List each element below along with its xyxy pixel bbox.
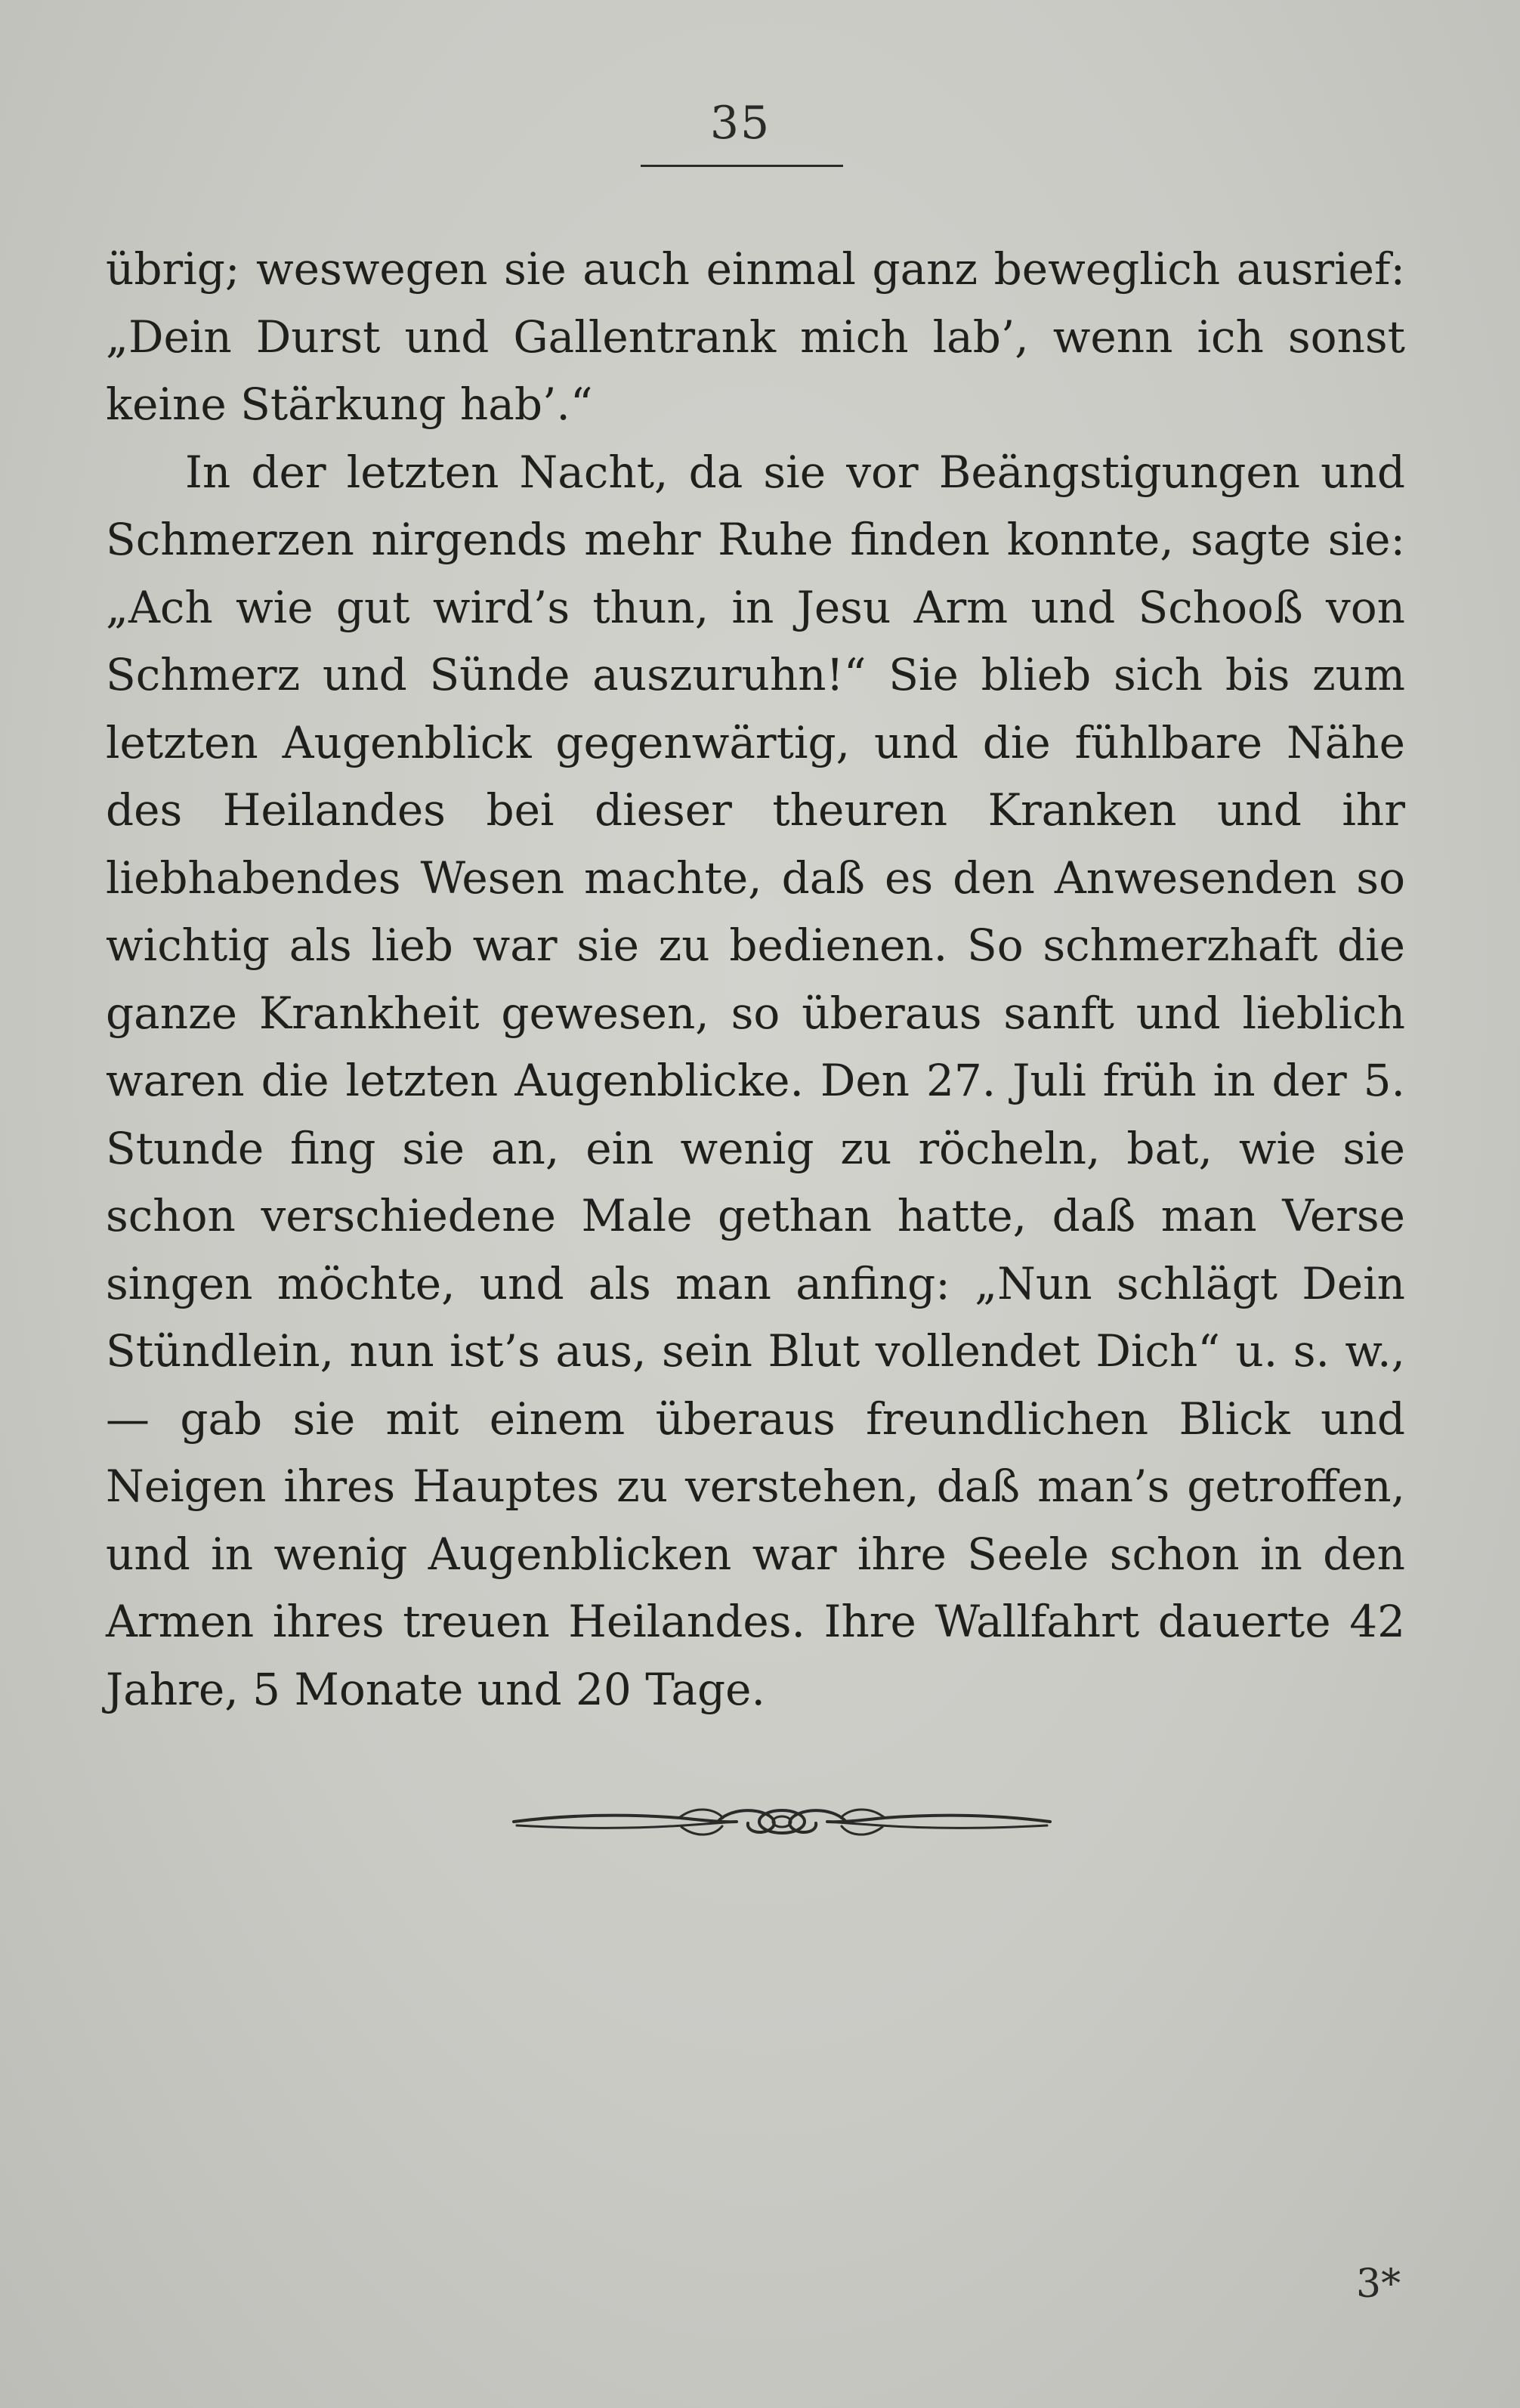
page-body (106, 236, 1405, 1723)
decorative-divider-icon (506, 1797, 1058, 1847)
paragraph-continuation: übrig; weswegen sie auch einmal ganz beweglich ausrief: „Dein Durst und Gallentrank mich lab’, wenn ich sonst keine Stärkung hab’.“ (106, 243, 1405, 430)
printer-signature-mark: 3* (1356, 2261, 1401, 2307)
page-number: 35 (709, 97, 771, 150)
header-rule (641, 165, 843, 167)
paragraph-final-night: In der letzten Nacht, da sie vor Beängstigungen und Schmerzen nirgends mehr Ruhe finden konnte, sagte sie: „Ach wie gut wird’s thun, in Jesu Arm und Schooß von Schmerz und Sünde auszuruhn!“ Sie blieb sich bis zum letzten Augenblick gegenwärtig, und die fühlbare Nähe des Heilandes bei dieser theuren Kranken und ihr liebhabendes Wesen machte, daß es den Anwesenden so wichtig als lieb war sie zu bedienen. So schmerzhaft die ganze Krankheit gewesen, so überaus sanft und lieblich waren die letzten Augenblicke. Den 27. Juli früh in der 5. Stunde fing sie an, ein wenig zu röcheln, bat, wie sie schon verschiedene Male gethan hatte, daß man Verse singen möchte, und als man anfing: „Nun schlägt Dein Stündlein, nun ist’s aus, sein Blut vollendet Dich“ u. s. w., — gab sie mit einem überaus freundlichen Blick und Neigen ihres Hauptes zu verstehen, daß man’s getroffen, und in wenig Augenblicken war ihre Seele schon in den Armen ihres treuen Heilandes. Ihre Wallfahrt dauerte 42 Jahre, 5 Monate und 20 Tage. (106, 446, 1405, 1715)
